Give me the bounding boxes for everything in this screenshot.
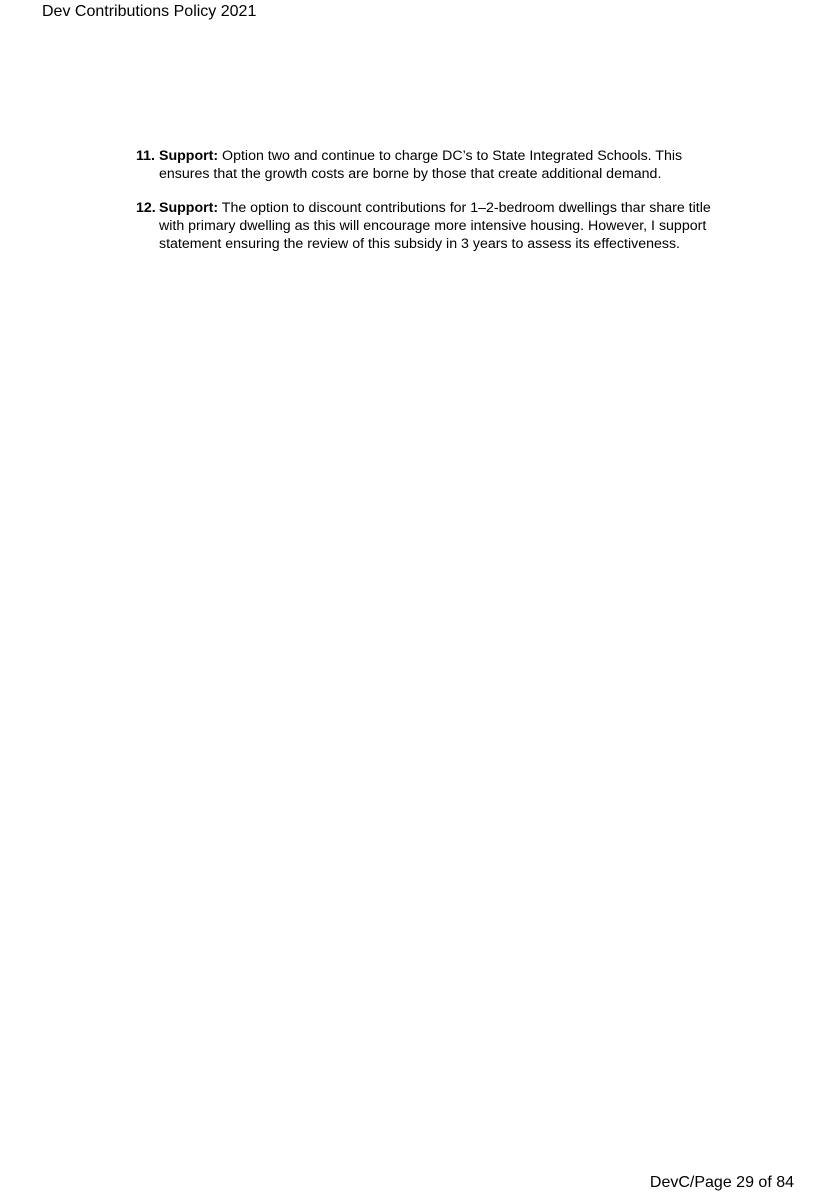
submission-points-list: [136, 147, 726, 269]
page-header-title: Dev Contributions Policy 2021: [42, 3, 257, 20]
item-text: Option two and continue to charge DC’s to State Integrated Schools. This ensures that the growth costs are borne by those that create additional demand.: [159, 148, 683, 182]
list-item: [136, 199, 726, 253]
item-lead: Support:: [159, 148, 219, 164]
item-text: The option to discount contributions for 1–2-bedroom dwellings thar share title with primary dwelling as this will encourage more intensive housing. However, I support statement ensuring the review of this subsidy in 3 years to assess its effectiveness.: [159, 200, 711, 252]
page-number: DevC/Page 29 of 84: [649, 1174, 794, 1191]
list-item: [136, 147, 726, 183]
item-number: 12.: [136, 200, 156, 216]
item-lead: Support:: [159, 200, 219, 216]
item-number: 11.: [136, 148, 155, 164]
